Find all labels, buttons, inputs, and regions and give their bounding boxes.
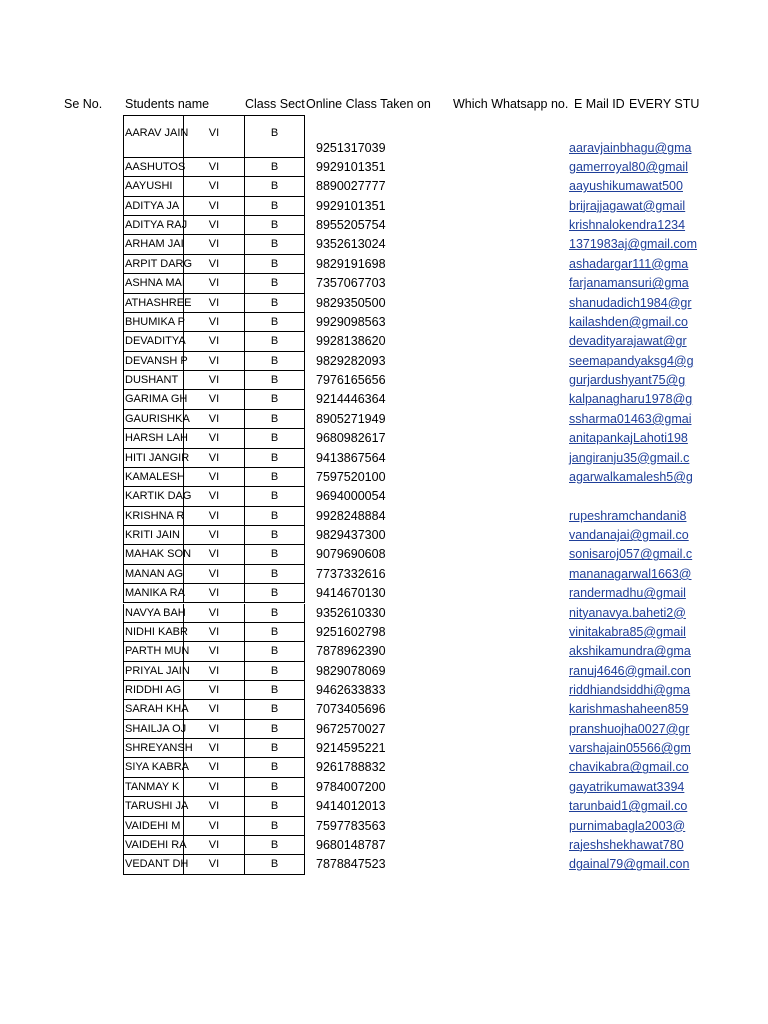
email-link[interactable]: akshikamundra@gma [569, 644, 691, 659]
class-cell: VI [184, 390, 245, 409]
student-name-cell: NAVYA BAH [123, 604, 184, 623]
class-cell: VI [184, 468, 245, 487]
table-row [0, 855, 768, 874]
email-link[interactable]: varshajain05566@gm [569, 741, 691, 756]
table-row [0, 797, 768, 816]
whatsapp-number-cell: 9680148787 [316, 837, 386, 852]
whatsapp-number-cell: 9928248884 [316, 508, 386, 523]
class-cell: VI [184, 700, 245, 719]
section-cell: B [245, 294, 305, 313]
section-cell: B [245, 216, 305, 235]
whatsapp-number-cell: 9829282093 [316, 353, 386, 368]
class-cell: VI [184, 294, 245, 313]
whatsapp-number-cell: 9079690608 [316, 547, 386, 562]
email-link[interactable]: ranuj4646@gmail.con [569, 663, 691, 678]
email-link[interactable]: rupeshramchandani8 [569, 508, 687, 523]
table-row [0, 758, 768, 777]
student-name-cell: VAIDEHI RA [123, 836, 184, 855]
section-cell: B [245, 817, 305, 836]
section-cell: B [245, 429, 305, 448]
table-row [0, 115, 768, 158]
email-link[interactable]: aaravjainbhagu@gma [569, 141, 692, 155]
class-cell: VI [184, 313, 245, 332]
class-cell: VI [184, 352, 245, 371]
section-cell: B [245, 332, 305, 351]
whatsapp-number-cell: 8890027777 [316, 179, 386, 194]
section-cell: B [245, 255, 305, 274]
whatsapp-number-cell: 9251602798 [316, 624, 386, 639]
table-row [0, 255, 768, 274]
student-name-cell: HARSH LAH [123, 429, 184, 448]
section-cell: B [245, 468, 305, 487]
header-email-id: E Mail ID [574, 97, 625, 111]
section-cell: B [245, 584, 305, 603]
whatsapp-number-cell: 8955205754 [316, 218, 386, 233]
class-cell: VI [184, 235, 245, 254]
whatsapp-number-cell: 9829191698 [316, 256, 386, 271]
section-cell: B [245, 700, 305, 719]
table-row [0, 390, 768, 409]
whatsapp-number-cell: 7878847523 [316, 857, 386, 872]
class-cell: VI [184, 197, 245, 216]
section-cell: B [245, 797, 305, 816]
section-cell: B [245, 758, 305, 777]
header-class-sect: Class Sect [245, 97, 305, 111]
whatsapp-number-cell: 9413867564 [316, 450, 386, 465]
whatsapp-number-cell: 7737332616 [316, 566, 386, 581]
table-row [0, 584, 768, 603]
table-row [0, 778, 768, 797]
whatsapp-number-cell: 9928138620 [316, 334, 386, 349]
section-cell: B [245, 545, 305, 564]
class-cell: VI [184, 817, 245, 836]
student-name-cell: VAIDEHI M [123, 817, 184, 836]
class-cell: VI [184, 758, 245, 777]
email-link[interactable]: jangiranju35@gmail.c [569, 450, 690, 465]
student-name-cell: KARTIK DAG [123, 487, 184, 506]
student-name-cell: DEVADITYA [123, 332, 184, 351]
section-cell: B [245, 681, 305, 700]
email-link[interactable]: sonisaroj057@gmail.c [569, 547, 693, 562]
whatsapp-number-cell: 9414012013 [316, 799, 386, 814]
class-cell: VI [184, 158, 245, 177]
table-row [0, 177, 768, 196]
section-cell: B [245, 352, 305, 371]
class-cell: VI [184, 739, 245, 758]
email-link[interactable]: gurjardushyant75@g [569, 373, 686, 388]
section-cell: B [245, 565, 305, 584]
student-name-cell: ATHASHREE [123, 294, 184, 313]
whatsapp-number-cell: 9784007200 [316, 779, 386, 794]
table-row [0, 158, 768, 177]
class-cell: VI [184, 604, 245, 623]
table-row [0, 294, 768, 313]
student-name-cell: ARPIT DARG [123, 255, 184, 274]
student-name-cell: MAHAK SON [123, 545, 184, 564]
section-cell: B [245, 720, 305, 739]
whatsapp-number-cell: 9214595221 [316, 741, 386, 756]
whatsapp-number-cell: 9214446364 [316, 392, 386, 407]
class-cell: VI [184, 545, 245, 564]
email-link[interactable]: gamerroyal80@gmail [569, 160, 688, 174]
table-row [0, 410, 768, 429]
table-row [0, 274, 768, 293]
student-name-cell: KRITI JAIN [123, 526, 184, 545]
header-online-class-taken-on: Online Class Taken on [306, 97, 431, 111]
header-students-name: Students name [125, 97, 210, 111]
whatsapp-number-cell: 9352613024 [316, 237, 386, 252]
whatsapp-number-cell: 9414670130 [316, 586, 386, 601]
whatsapp-number-cell: 9929101351 [316, 160, 386, 174]
section-cell: B [245, 371, 305, 390]
whatsapp-number-cell: 9261788832 [316, 760, 386, 775]
class-cell: VI [184, 216, 245, 235]
table-row [0, 526, 768, 545]
class-cell: VI [184, 855, 245, 874]
whatsapp-number-cell: 9672570027 [316, 721, 386, 736]
email-link[interactable]: kalpanagharu1978@g [569, 392, 693, 407]
table-row [0, 371, 768, 390]
student-name-cell: GAURISHKA [123, 410, 184, 429]
section-cell: B [245, 739, 305, 758]
email-link[interactable]: vinitakabra85@gmail [569, 624, 686, 639]
section-cell: B [245, 604, 305, 623]
table-row [0, 197, 768, 216]
email-link[interactable]: pranshuojha0027@gr [569, 721, 690, 736]
email-link[interactable]: devadityarajawat@gr [569, 334, 687, 349]
whatsapp-number-cell: 9251317039 [316, 141, 386, 155]
section-cell: B [245, 313, 305, 332]
section-cell: B [245, 197, 305, 216]
student-name-cell: SHREYANSH [123, 739, 184, 758]
student-name-cell: SHAILJA OJ [123, 720, 184, 739]
whatsapp-number-cell: 7073405696 [316, 702, 386, 717]
whatsapp-number-cell: 9829078069 [316, 663, 386, 678]
student-name-cell: ARHAM JAI [123, 235, 184, 254]
class-cell: VI [184, 255, 245, 274]
table-row [0, 332, 768, 351]
section-cell: B [245, 778, 305, 797]
whatsapp-number-cell: 9829350500 [316, 295, 386, 310]
email-link[interactable]: krishnalokendra1234 [569, 218, 686, 233]
email-link[interactable]: brijrajjagawat@gmail [569, 198, 686, 213]
email-link[interactable]: ssharma01463@gmai [569, 411, 692, 426]
class-cell: VI [184, 797, 245, 816]
email-link[interactable]: seemapandyaksg4@g [569, 353, 694, 368]
whatsapp-number-cell: 9694000054 [316, 489, 386, 504]
student-name-cell: BHUMIKA P [123, 313, 184, 332]
table-row [0, 235, 768, 254]
email-link[interactable]: rajeshshekhawat780 [569, 837, 684, 852]
class-cell: VI [184, 720, 245, 739]
table-row [0, 720, 768, 739]
email-link[interactable]: kailashden@gmail.co [569, 314, 689, 329]
email-link[interactable]: ashadargar111@gma [569, 256, 689, 271]
email-link[interactable]: 1371983aj@gmail.com [569, 237, 698, 252]
class-cell: VI [184, 623, 245, 642]
student-name-cell: NIDHI KABR [123, 623, 184, 642]
class-cell: VI [184, 177, 245, 196]
section-cell: B [245, 855, 305, 874]
student-name-cell: VEDANT DH [123, 855, 184, 874]
table-row [0, 429, 768, 448]
email-link[interactable]: riddhiandsiddhi@gma [569, 682, 691, 697]
table-row [0, 507, 768, 526]
email-link[interactable]: vandanajai@gmail.co [569, 528, 689, 543]
section-cell: B [245, 507, 305, 526]
whatsapp-number-cell: 9352610330 [316, 605, 386, 620]
table-row [0, 565, 768, 584]
student-name-cell: MANIKA RA [123, 584, 184, 603]
whatsapp-number-cell: 9929101351 [316, 198, 386, 213]
whatsapp-number-cell: 9462633833 [316, 682, 386, 697]
section-cell: B [245, 177, 305, 196]
section-cell: B [245, 390, 305, 409]
section-cell: B [245, 274, 305, 293]
table-row [0, 352, 768, 371]
whatsapp-number-cell: 7976165656 [316, 373, 386, 388]
class-cell: VI [184, 662, 245, 681]
class-cell: VI [184, 487, 245, 506]
table-row [0, 739, 768, 758]
class-cell: VI [184, 115, 245, 158]
student-name-cell: RIDDHI AG [123, 681, 184, 700]
email-link[interactable]: tarunbaid1@gmail.co [569, 799, 688, 814]
student-name-cell: AAYUSHI [123, 177, 184, 196]
table-row [0, 662, 768, 681]
section-cell: B [245, 662, 305, 681]
section-cell: B [245, 410, 305, 429]
section-cell: B [245, 526, 305, 545]
email-link[interactable]: anitapankajLahoti198 [569, 431, 688, 446]
email-link[interactable]: farjanamansuri@gma [569, 276, 689, 291]
class-cell: VI [184, 410, 245, 429]
section-cell: B [245, 642, 305, 661]
section-cell: B [245, 158, 305, 177]
table-row [0, 313, 768, 332]
student-name-cell: PARTH MUN [123, 642, 184, 661]
whatsapp-number-cell: 7597520100 [316, 469, 386, 484]
whatsapp-number-cell: 7597783563 [316, 818, 386, 833]
class-cell: VI [184, 642, 245, 661]
table-row [0, 216, 768, 235]
table-row [0, 642, 768, 661]
student-name-cell: AARAV JAIN [123, 115, 184, 158]
student-name-cell: SIYA KABRA [123, 758, 184, 777]
table-row [0, 604, 768, 623]
student-name-cell: AASHUTOS [123, 158, 184, 177]
whatsapp-number-cell: 9680982617 [316, 431, 386, 446]
table-row [0, 449, 768, 468]
student-name-cell: KRISHNA R [123, 507, 184, 526]
whatsapp-number-cell: 9929098563 [316, 314, 386, 329]
email-link[interactable]: nityanavya.baheti2@ [569, 605, 686, 620]
email-link[interactable]: gayatrikumawat3394 [569, 779, 685, 794]
class-cell: VI [184, 681, 245, 700]
table-row [0, 700, 768, 719]
section-cell: B [245, 623, 305, 642]
class-cell: VI [184, 449, 245, 468]
table-row [0, 468, 768, 487]
section-cell: B [245, 235, 305, 254]
student-name-cell: ASHNA MAI [123, 274, 184, 293]
header-whatsapp-no: Which Whatsapp no. [453, 97, 569, 111]
student-name-cell: SARAH KHA [123, 700, 184, 719]
header-every-student: EVERY STU [629, 97, 700, 111]
section-cell: B [245, 449, 305, 468]
student-name-cell: KAMALESH [123, 468, 184, 487]
student-name-cell: HITI JANGIR [123, 449, 184, 468]
student-name-cell: TARUSHI JA [123, 797, 184, 816]
class-cell: VI [184, 507, 245, 526]
student-name-cell: ADITYA JA [123, 197, 184, 216]
section-cell: B [245, 115, 305, 158]
whatsapp-number-cell: 7357067703 [316, 276, 386, 291]
table-row [0, 487, 768, 506]
email-link[interactable]: randermadhu@gmail [569, 586, 686, 601]
header-se-no: Se No. [64, 97, 103, 111]
student-name-cell: TANMAY K [123, 778, 184, 797]
student-name-cell: DEVANSH P [123, 352, 184, 371]
class-cell: VI [184, 429, 245, 448]
email-link[interactable]: mananagarwal1663@ [569, 566, 692, 581]
student-name-cell: ADITYA RAJ [123, 216, 184, 235]
email-link[interactable]: karishmashaheen859 [569, 702, 689, 717]
student-name-cell: PRIYAL JAIN [123, 662, 184, 681]
class-cell: VI [184, 778, 245, 797]
table-row [0, 836, 768, 855]
email-link[interactable]: aayushikumawat500 [569, 179, 683, 194]
class-cell: VI [184, 371, 245, 390]
table-row [0, 817, 768, 836]
table-row [0, 623, 768, 642]
section-cell: B [245, 487, 305, 506]
class-cell: VI [184, 526, 245, 545]
section-cell: B [245, 836, 305, 855]
table-row [0, 545, 768, 564]
class-cell: VI [184, 274, 245, 293]
email-link[interactable]: purnimabagla2003@ [569, 818, 686, 833]
whatsapp-number-cell: 9829437300 [316, 528, 386, 543]
student-name-cell: MANAN AG [123, 565, 184, 584]
class-cell: VI [184, 332, 245, 351]
email-link[interactable]: agarwalkamalesh5@g [569, 469, 693, 484]
email-link[interactable]: shanudadich1984@gr [569, 295, 692, 310]
student-name-cell: DUSHANT [123, 371, 184, 390]
class-cell: VI [184, 836, 245, 855]
class-cell: VI [184, 584, 245, 603]
student-name-cell: GARIMA GH [123, 390, 184, 409]
email-link[interactable]: chavikabra@gmail.co [569, 760, 689, 775]
class-cell: VI [184, 565, 245, 584]
table-row [0, 681, 768, 700]
email-link[interactable]: dgainal79@gmail.con [569, 857, 690, 872]
whatsapp-number-cell: 7878962390 [316, 644, 386, 659]
whatsapp-number-cell: 8905271949 [316, 411, 386, 426]
